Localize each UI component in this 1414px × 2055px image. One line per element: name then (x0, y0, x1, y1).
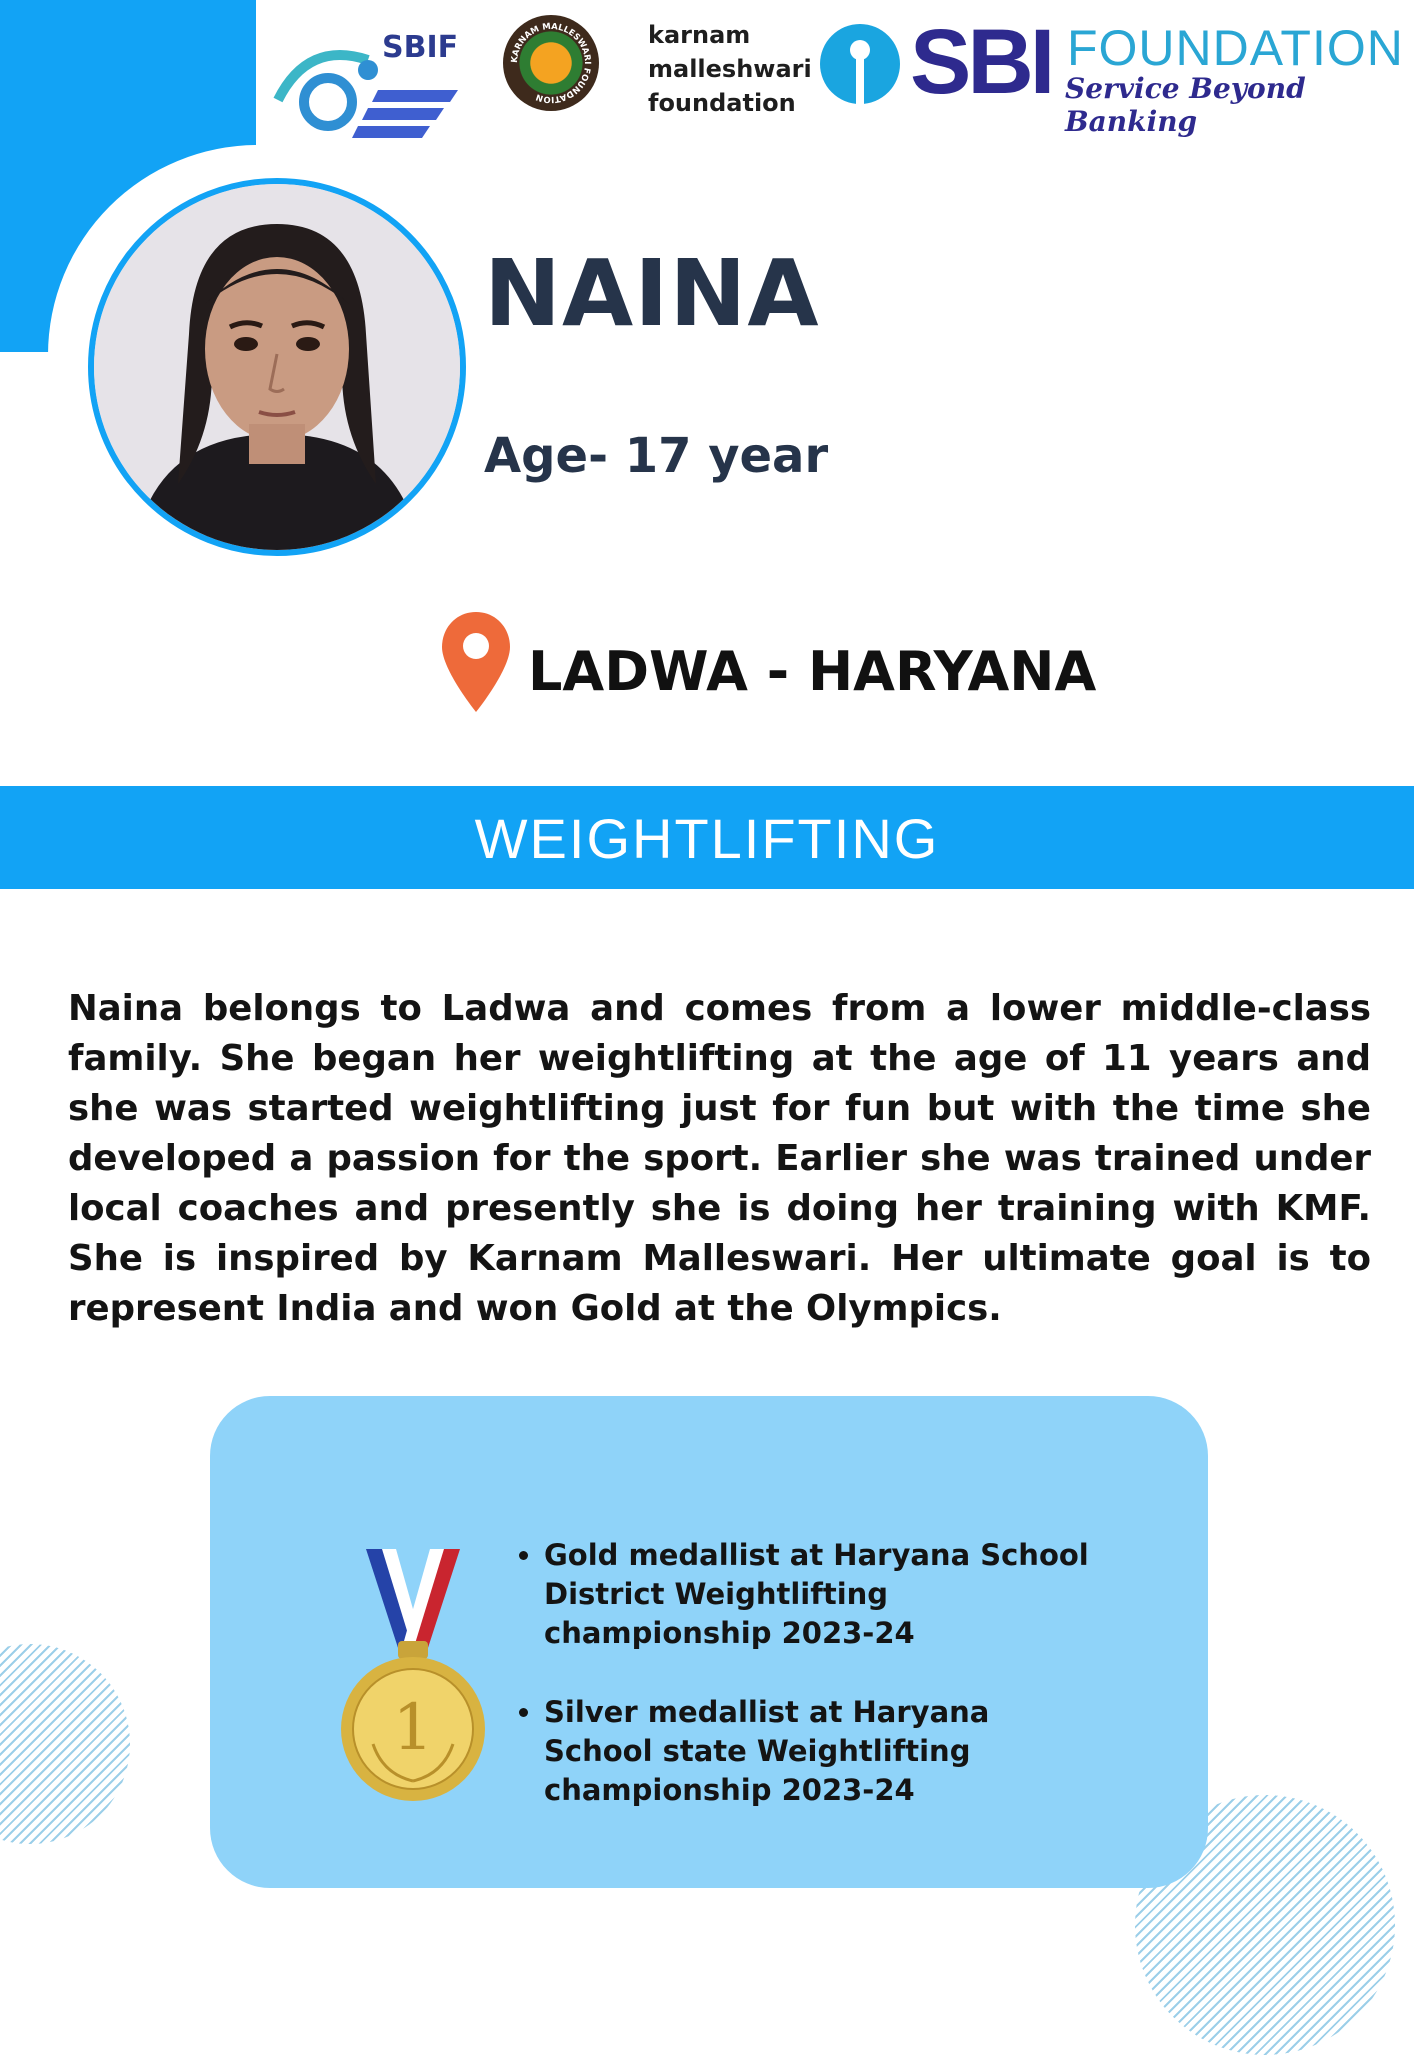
sbi-keyhole-icon (820, 24, 900, 104)
sbif-logo-text: SBIF (382, 30, 459, 65)
achievement-item: • Gold medallist at Haryana School District Weightlifting championship 2023-24 (544, 1536, 1104, 1653)
location-pin-icon (440, 610, 512, 714)
kmf-text-line-1: karnam (648, 21, 751, 49)
kmf-text-line-2: malleshwari (648, 55, 812, 83)
athlete-age: Age- 17 year (484, 428, 829, 484)
sbi-keyhole-slot (856, 54, 864, 104)
gold-medal-icon (338, 1549, 488, 1801)
kmf-emblem-ring-text (503, 15, 599, 111)
portrait-illustration (94, 184, 460, 550)
sport-label: WEIGHTLIFTING (474, 807, 940, 870)
achievements-card (210, 1396, 1208, 1888)
kmf-emblem-icon (503, 15, 599, 111)
hatch-decoration-left (0, 1644, 130, 1844)
sport-banner (0, 786, 1414, 889)
achievement-item: • Silver medallist at Haryana School state Weightlifting championship 2023-24 (544, 1693, 1104, 1810)
profile-photo (88, 178, 466, 556)
kmf-logo-text (648, 18, 812, 120)
foundation-wordmark: FOUNDATION (1067, 20, 1404, 76)
medal-number: 1 (392, 1691, 434, 1765)
athlete-location: LADWA - HARYANA (528, 640, 1097, 703)
sbi-tagline: Service Beyond Banking (1065, 72, 1306, 138)
svg-text:KARNAM MALLESWARI FOUNDATION: KARNAM MALLESWARI FOUNDATION (509, 21, 593, 105)
kmf-text-line-3: foundation (648, 89, 796, 117)
achievements-list (506, 1536, 1104, 1850)
athlete-bio: Naina belongs to Ladwa and comes from a lower middle-class family. She began her weightlifting at the age of 11 years and she was started weightlifting just for fun but with the time she developed a passion for the sport. Earlier she was trained under local coaches and presently she is doing her training with KMF. She is inspired by Karnam Malleswari. Her ultimate goal is to represent India and won Gold at the Olympics. (68, 988, 1371, 1329)
athlete-name: NAINA (484, 240, 820, 347)
sbi-wordmark: SBI (910, 11, 1052, 113)
